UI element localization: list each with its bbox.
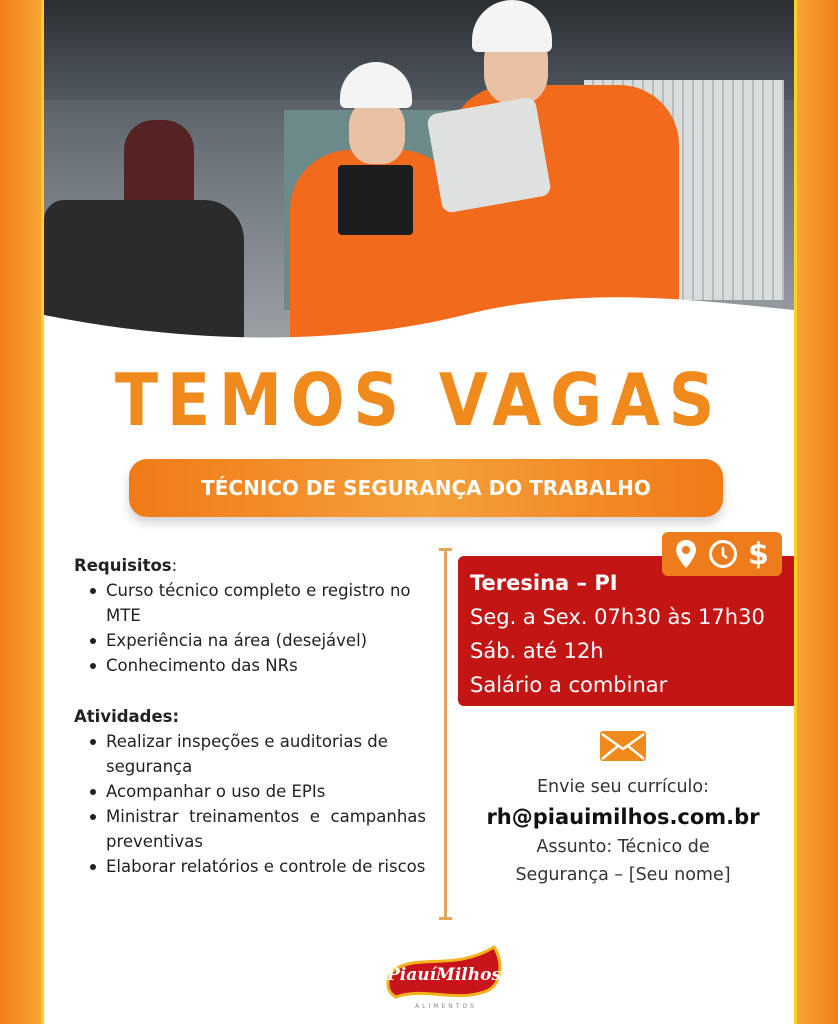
list-item: Conhecimento das NRs: [88, 653, 426, 678]
list-item: Acompanhar o uso de EPIs: [88, 779, 426, 804]
activities-list: [88, 729, 426, 879]
email-address[interactable]: rh@piauimilhos.com.br: [486, 805, 760, 829]
location-pin-icon: [675, 539, 697, 569]
subject-line-1: Assunto: Técnico de: [536, 837, 710, 857]
list-item: Elaborar relatórios e controle de riscos: [88, 854, 426, 879]
list-item: Experiência na área (desejável): [88, 628, 426, 653]
orange-frame-right: [794, 0, 838, 1024]
salary: Salário a combinar: [470, 673, 668, 697]
job-info-box: [458, 556, 794, 706]
divider: [444, 548, 447, 920]
info-icons: [662, 532, 782, 576]
list-item: Realizar inspeções e auditorias de segurança: [88, 729, 426, 779]
envelope-icon: [599, 730, 647, 762]
svg-text:PiauíMilhos: PiauíMilhos: [386, 965, 502, 985]
requirements-activities: [74, 553, 426, 879]
dollar-icon: $: [747, 536, 769, 572]
list-item: Curso técnico completo e registro no MTE: [88, 578, 426, 628]
subject-line-2: Segurança – [Seu nome]: [515, 865, 731, 885]
clock-icon: [708, 539, 738, 569]
headline: TEMOS VAGAS: [114, 358, 724, 442]
poster: [44, 0, 794, 1024]
job-title-banner: TÉCNICO DE SEGURANÇA DO TRABALHO: [129, 459, 723, 517]
contact-prompt: Envie seu currículo:: [536, 777, 710, 797]
list-item: Ministrar treinamentos e campanhas preventivas: [88, 804, 426, 854]
schedule-weekdays: Seg. a Sex. 07h30 às 17h30: [470, 605, 765, 629]
city: Teresina – PI: [470, 571, 618, 595]
schedule-saturday: Sáb. até 12h: [470, 639, 604, 663]
company-logo: [384, 942, 514, 1012]
activities-heading: Atividades:: [74, 707, 180, 726]
svg-text:ALIMENTOS: ALIMENTOS: [415, 1003, 477, 1010]
hero-photo: [44, 0, 794, 340]
contact-section: [458, 730, 788, 889]
requirements-list: [88, 578, 426, 678]
orange-frame-left: [0, 0, 44, 1024]
requirements-heading: Requisitos:: [74, 556, 178, 575]
